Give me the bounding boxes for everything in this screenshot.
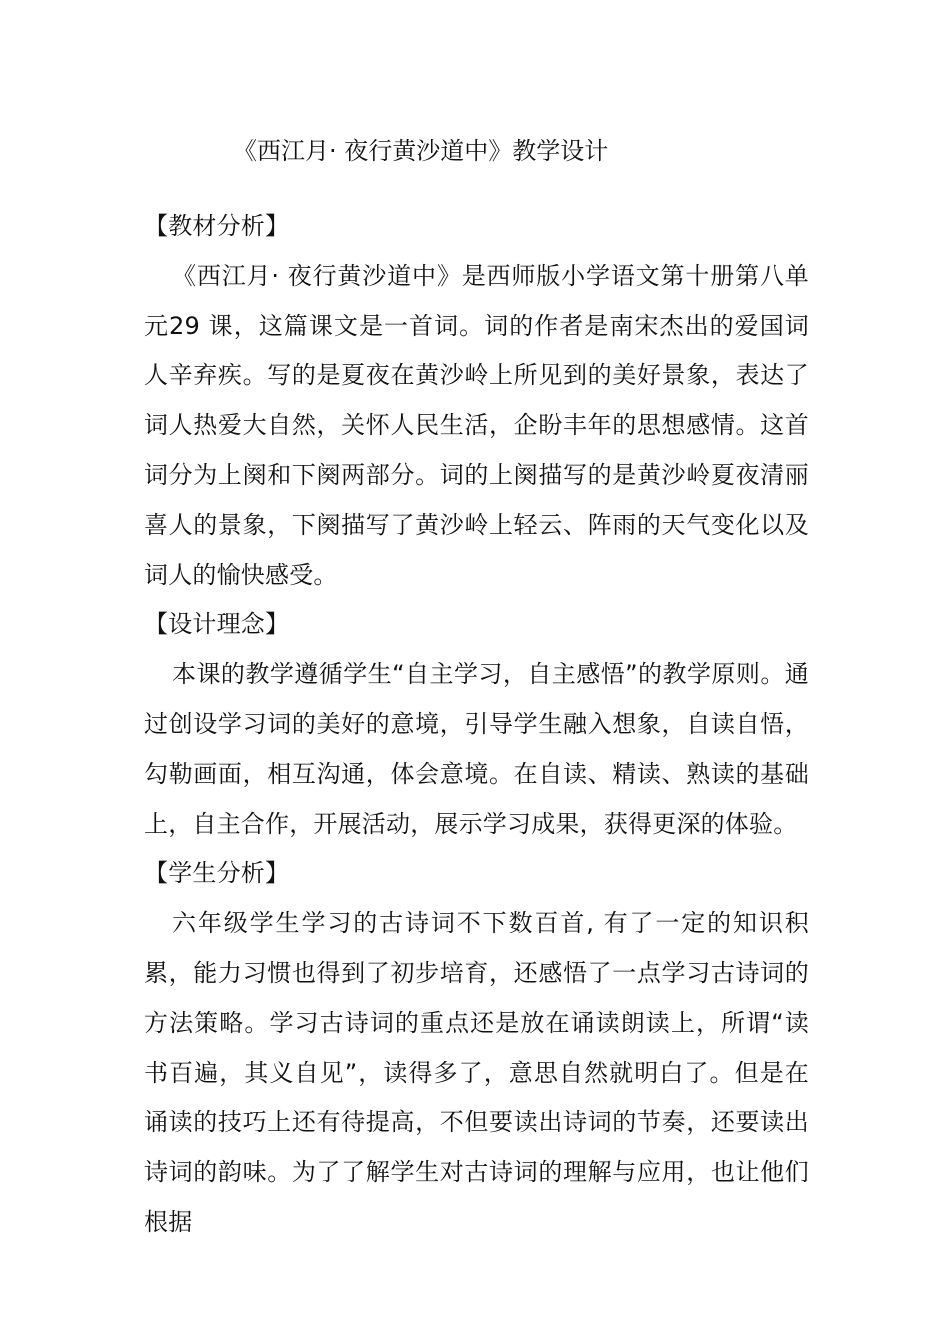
section-design-concept <box>144 600 809 849</box>
section-heading: 【学生分析】 <box>144 859 290 888</box>
section-student-analysis <box>144 849 809 1247</box>
document-body <box>144 202 809 1248</box>
section-teaching-material-analysis <box>144 202 809 600</box>
section-heading: 【设计理念】 <box>144 610 290 639</box>
section-paragraph: 本课的教学遵循学生“自主学习，自主感悟”的教学原则。通过创设学习词的美好的意境，引导学生融入想象，自读自悟，勾勒画面，相互沟通，体会意境。在自读、精读、熟读的基础上，自主合作，开展活动，展示学习成果，获得更深的体验。 <box>144 660 809 838</box>
section-paragraph: 六年级学生学习的古诗词不下数百首, 有了一定的知识积累，能力习惯也得到了初步培育，还感悟了一点学习古诗词的方法策略。学习古诗词的重点还是放在诵读朗读上，所谓“读书百遍，其义自见”，读得多了，意思自然就明白了。但是在诵读的技巧上还有待提高，不但要读出诗词的节奏，还要读出诗词的韵味。为了了解学生对古诗词的理解与应用，也让他们根据 <box>144 909 809 1236</box>
document-title: 《西江月· 夜行黄沙道中》教学设计 <box>233 137 609 165</box>
section-heading: 【教材分析】 <box>144 212 290 240</box>
section-paragraph: 《西江月· 夜行黄沙道中》是西师版小学语文第十册第八单元29 课，这篇课文是一首词。词的作者是南宋杰出的爱国词人辛弃疾。写的是夏夜在黄沙岭上所见到的美好景象，表达了词人热爱大自然，关怀人民生活，企盼丰年的思想感情。这首词分为上阕和下阕两部分。词的上阕描写的是黄沙岭夏夜清丽喜人的景象，下阕描写了黄沙岭上轻云、阵雨的天气变化以及词人的愉快感受。 <box>144 261 809 589</box>
